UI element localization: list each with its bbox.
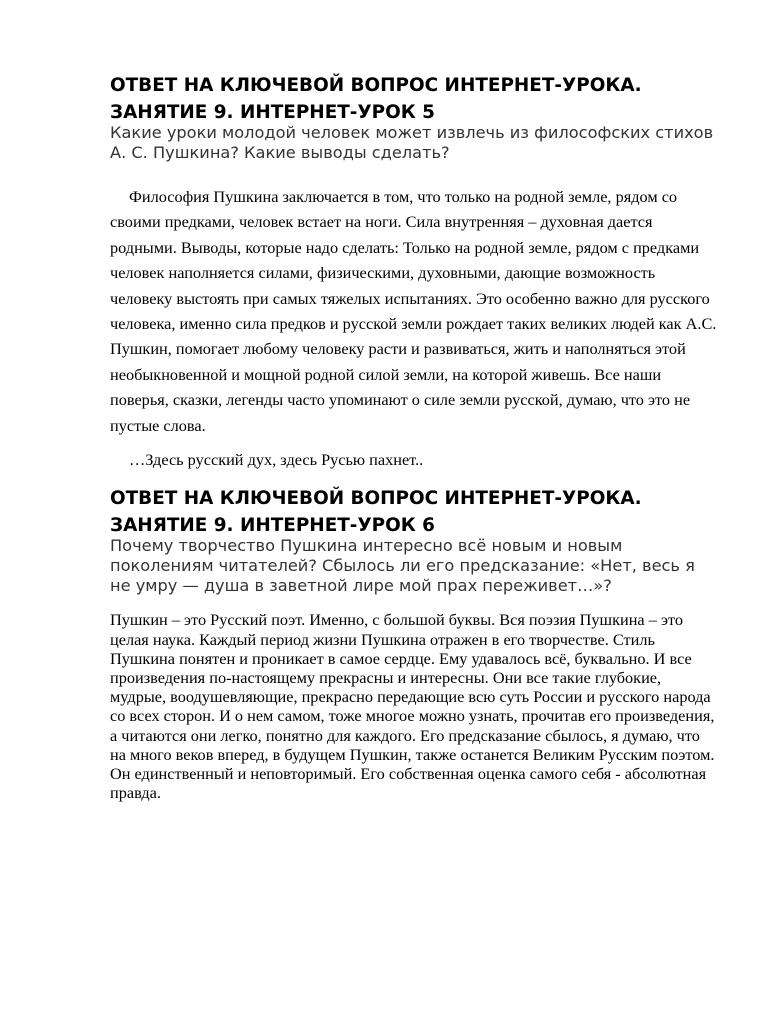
answer-paragraph: Философия Пушкина заключается в том, что только на родной земле, рядом со своими предками, человек встает на ноги. Сила внутренняя – духовная дается родными. Выводы, которые надо сделать: Только на родной земле, рядом с предками человек наполняется силами, физическими, духовными, дающие возможность человеку выстоять при самых тяжелых испытаниях. Это особенно важно для русского человека, именно сила предков и русской земли рождает таких великих людей как А.С. Пушкин, помогает любому человеку расти и развиваться, жить и наполняться этой необыкновенной и мощной родной силой земли, на которой живешь. Все наши поверья, сказки, легенды часто упоминают о силе земли русской, думаю, что это не пустые слова.: [110, 187, 717, 435]
section-question: Почему творчество Пушкина интересно всё новым и новым поколениям читателей? Сбылось ли его предсказание: «Нет, весь я не умру — душа в заветной лире мой прах переживет…»?: [110, 536, 695, 596]
document-page: [110, 72, 718, 803]
section-heading-line-2: ЗАНЯТИЕ 9. ИНТЕРНЕТ-УРОК 5: [110, 102, 435, 123]
quote-line: …Здесь русский дух, здесь Русью пахнет..: [129, 450, 424, 470]
section-heading-line-1: ОТВЕТ НА КЛЮЧЕВОЙ ВОПРОС ИНТЕРНЕТ-УРОКА.: [110, 75, 642, 96]
answer-section-lesson-6: [110, 485, 718, 802]
section-question: Какие уроки молодой человек может извлечь из философских стихов А. С. Пушкина? Какие выводы сделать?: [110, 123, 714, 162]
answer-section-lesson-5: [110, 72, 718, 472]
answer-paragraph: Пушкин – это Русский поэт. Именно, с большой буквы. Вся поэзия Пушкина – это целая наука. Каждый период жизни Пушкина отражен в его творчестве. Стиль Пушкина понятен и проникает в самое сердце. Ему удавалось всё, буквально. И все произведения по-настоящему прекрасны и интересны. Они все такие глубокие, мудрые, воодушевляющие, прекрасно передающие всю суть России и русского народа со всех сторон. И о нем самом, тоже многое можно узнать, прочитав его произведения, а читаются они легко, понятно для каждого. Его предсказание сбылось, я думаю, что на много веков вперед, в будущем Пушкин, также останется Великим Русским поэтом. Он единственный и неповторимый. Его собственная оценка самого себя - абсолютная правда.: [110, 610, 715, 803]
section-heading-line-1: ОТВЕТ НА КЛЮЧЕВОЙ ВОПРОС ИНТЕРНЕТ-УРОКА.: [110, 488, 642, 510]
section-heading-line-2: ЗАНЯТИЕ 9. ИНТЕРНЕТ-УРОК 6: [110, 515, 435, 537]
